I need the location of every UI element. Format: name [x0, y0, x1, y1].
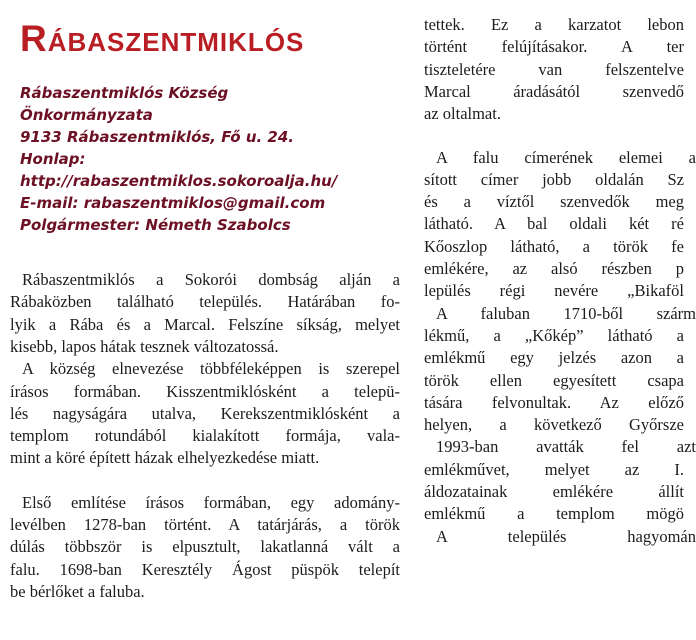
- text-line: tettek. Ez a karzatot lebon: [424, 15, 684, 34]
- text-line: az oltalmat.: [424, 104, 501, 124]
- text-line: látható. A bal oldali két ré: [424, 214, 684, 234]
- text-line: tiszteletére van felszentelve: [424, 59, 684, 79]
- text-line: lyik a Rába és a Marcal. Felszíne síkság, melyet: [10, 314, 400, 334]
- page-title: Rábaszentmiklós: [20, 18, 305, 59]
- text-line: A község elnevezése többféleképpen is szerepel: [22, 359, 400, 379]
- contact-line: Honlap:: [20, 150, 86, 168]
- text-line: emlékmű a templom mögö: [424, 504, 684, 524]
- text-line: török ellen egyesített csapa: [424, 370, 684, 390]
- text-line: Rábaszentmiklós a Sokorói dombság alján a: [22, 270, 400, 289]
- text-line: tására felvonultak. Az előző: [424, 392, 684, 412]
- text-line: dúlás többször is elpusztult, lakatlanná vált a: [10, 537, 400, 557]
- text-line: sított címer jobb oldalán Sz: [424, 169, 684, 189]
- text-line: lés nagyságára utalva, Kerekszentmiklósként a: [10, 403, 400, 423]
- contact-block: [20, 82, 337, 236]
- text-line: lékmű, a „Kőkép” látható a: [424, 325, 684, 345]
- contact-line: Önkormányzata: [20, 106, 153, 124]
- text-line: helyen, a következő Győrsze: [424, 415, 684, 435]
- text-line: áldozatainak emlékére állít: [424, 482, 684, 501]
- text-line: be bérlőket a faluba.: [10, 581, 145, 601]
- text-line: 1993-ban avatták fel azt: [436, 437, 696, 457]
- contact-line: Polgármester: Németh Szabolcs: [20, 216, 291, 234]
- contact-line: Rábaszentmiklós Község: [20, 84, 229, 102]
- contact-line: 9133 Rábaszentmiklós, Fő u. 24.: [20, 128, 295, 146]
- text-line: és a víztől szenvedők meg: [424, 192, 684, 212]
- text-line: emlékmű egy jelzés azon a: [424, 348, 684, 368]
- text-line: történt felújításakor. A ter: [424, 37, 684, 57]
- text-line: Marcal áradásától szenvedő: [424, 81, 684, 101]
- contact-email[interactable]: E-mail: rabaszentmiklos@gmail.com: [20, 194, 326, 212]
- text-line: falu. 1698-ban Keresztély Ágost püspök telepít: [10, 559, 400, 579]
- text-line: mint a köré épített házak elhelyezkedése miatt.: [10, 448, 320, 468]
- contact-link[interactable]: http://rabaszentmiklos.sokoroalja.hu/: [20, 172, 338, 190]
- text-line: írásos formában. Kisszentmiklósként a telepü-: [10, 381, 400, 401]
- text-line: Rábaközben található település. Határában fo-: [10, 292, 400, 312]
- text-line: A település hagyomán: [436, 526, 696, 546]
- text-line: Első említése írásos formában, egy adomány-: [22, 492, 400, 512]
- text-line: Kőoszlop látható, a török fe: [424, 236, 684, 256]
- text-line: levélben 1278-ban történt. A tatárjárás, a török: [10, 515, 400, 534]
- text-line: kisebb, lapos hátak tesznek változatossá.: [10, 336, 279, 356]
- text-line: lepülés régi nevére „Bikaföl: [424, 281, 684, 301]
- text-line: emlékművet, melyet az I.: [424, 459, 684, 479]
- text-line: templom rotundából kialakított formája, vala-: [10, 426, 400, 446]
- text-line: emlékére, az alsó részben p: [424, 259, 684, 278]
- text-line: A faluban 1710-ből szárm: [436, 303, 696, 323]
- text-line: A falu címerének elemei a: [436, 147, 696, 167]
